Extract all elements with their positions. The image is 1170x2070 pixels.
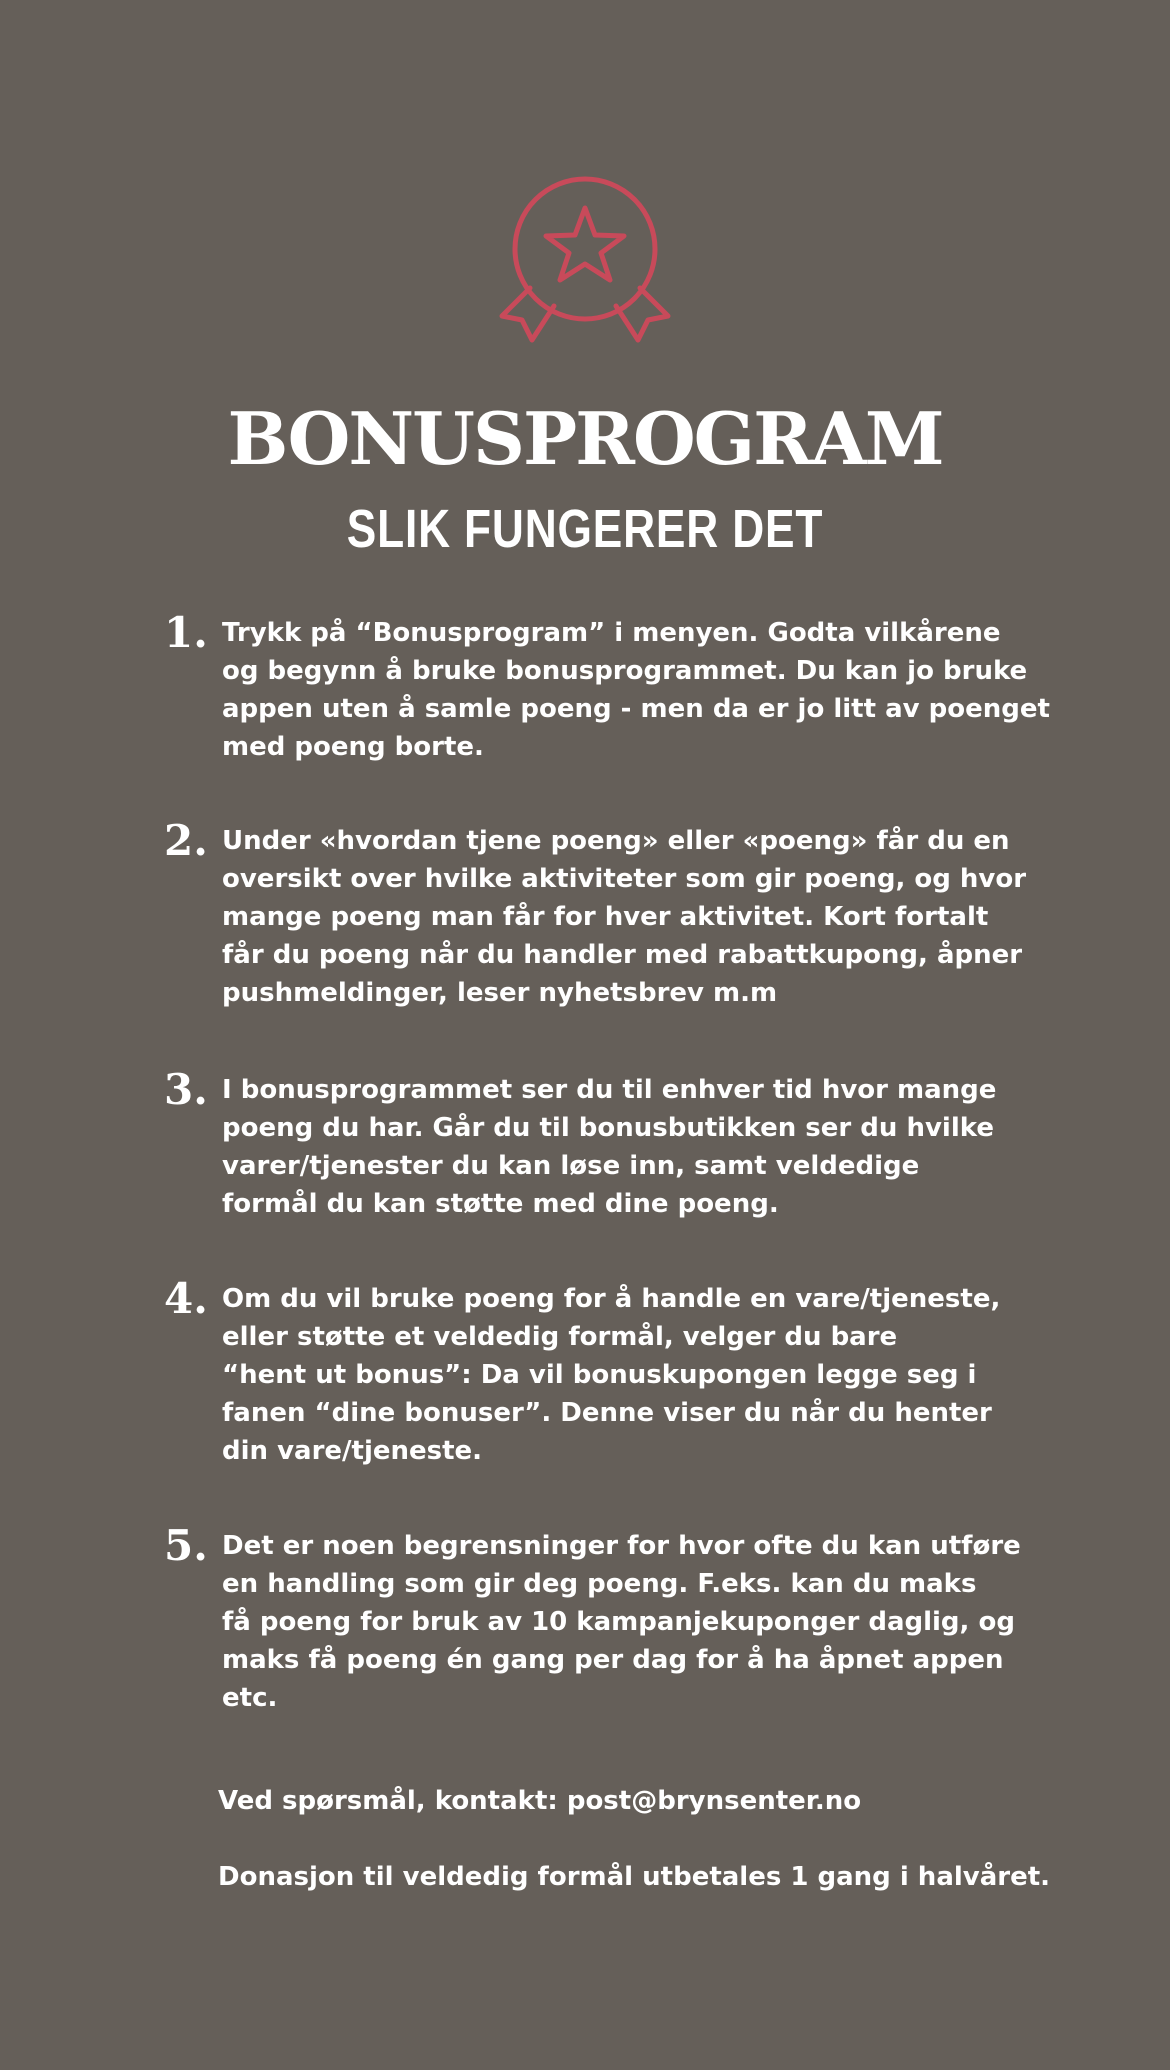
step-item — [160, 1065, 1060, 1280]
step-number: 1. — [164, 608, 208, 657]
page-subtitle: SLIK FUNGERER DET — [346, 499, 824, 559]
donation-text: Donasjon til veldedig formål utbetales 1 gang i halvåret. — [218, 1862, 1051, 1892]
step-text: Under «hvordan tjene poeng» eller «poeng» får du en oversikt over hvilke aktiviteter som gir poeng, og hvor mange poeng man får for hver aktivitet. Kort fortalt får du poeng når du handler med rabattkupong, åpner pushmeldinger, leser nyhetsbrev m.m — [222, 826, 1027, 1008]
page-title: BONUSPROGRAM — [227, 396, 943, 481]
step-item — [160, 1521, 1060, 1727]
step-item — [160, 608, 1060, 822]
step-text: I bonusprogrammet ser du til enhver tid hvor mange poeng du har. Går du til bonusbutikken ser du hvilke varer/tjenester du kan løse inn, samt veldedige formål du kan støtte med dine poeng. — [222, 1075, 997, 1219]
step-number: 3. — [164, 1065, 208, 1114]
award-badge-star-icon — [498, 176, 672, 346]
step-number: 2. — [164, 816, 208, 865]
contact-text: Ved spørsmål, kontakt: post@brynsenter.no — [218, 1786, 862, 1816]
step-item — [160, 1274, 1060, 1527]
step-text: Trykk på “Bonusprogram” i menyen. Godta vilkårene og begynn å bruke bonusprogrammet. Du kan jo bruke appen uten å samle poeng - men da er jo litt av poenget med poeng borte. — [222, 618, 1050, 762]
step-number: 4. — [164, 1274, 208, 1323]
steps-list — [160, 608, 1060, 1727]
step-text: Det er noen begrensninger for hvor ofte du kan utføre en handling som gir deg poeng. F.eks. kan du maks få poeng for bruk av 10 kampanjekuponger daglig, og maks få poeng én gang per dag for å ha åpnet appen etc. — [222, 1531, 1021, 1713]
step-item — [160, 816, 1060, 1071]
step-number: 5. — [164, 1521, 208, 1570]
step-text: Om du vil bruke poeng for å handle en vare/tjeneste, eller støtte et veldedig formål, velger du bare “hent ut bonus”: Da vil bonuskupongen legge seg i fanen “dine bonuser”. Denne viser du når du henter din vare/tjeneste. — [222, 1284, 1001, 1466]
footer-info — [218, 1744, 1118, 1934]
